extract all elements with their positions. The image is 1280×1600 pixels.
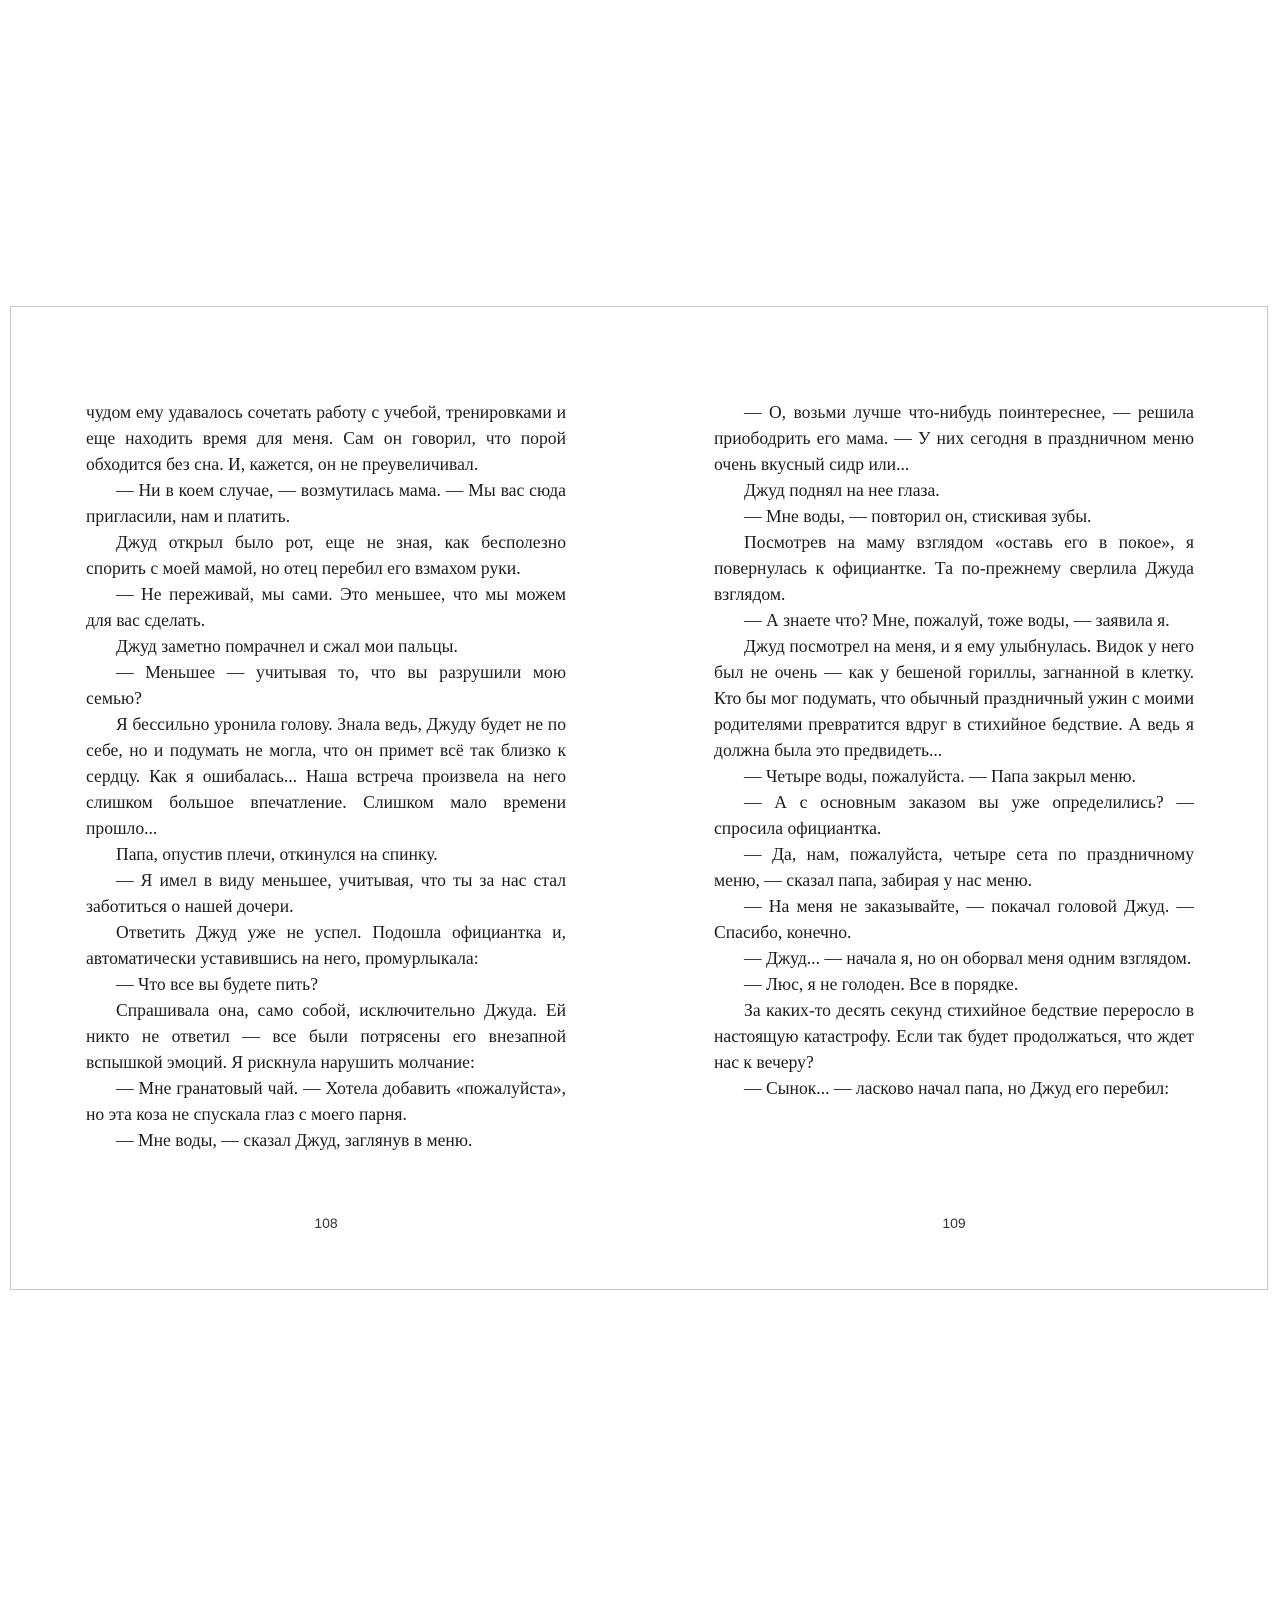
paragraph: — Мне гранатовый чай. — Хотела добавить «пожалуйста», но эта коза не спускала глаз с моего парня. <box>86 1078 566 1124</box>
paragraph: — А с основным заказом вы уже определились? — спросила официантка. <box>714 792 1194 838</box>
paragraph: — Мне воды, — сказал Джуд, заглянув в меню. <box>116 1130 473 1150</box>
paragraph: Джуд открыл было рот, еще не зная, как бесполезно спорить с моей мамой, но отец перебил его взмахом руки. <box>86 532 566 578</box>
paragraph: — О, возьми лучше что-нибудь поинтереснее, — решила приободрить его мама. — У них сегодня в праздничном меню очень вкусный сидр или... <box>714 402 1194 474</box>
right-page <box>714 399 1194 1101</box>
paragraph: — Да, нам, пожалуйста, четыре сета по праздничному меню, — сказал папа, забирая у нас меню. <box>714 844 1194 890</box>
paragraph: — Что все вы будете пить? <box>116 974 319 994</box>
paragraph: — А знаете что? Мне, пожалуй, тоже воды, — заявила я. <box>744 610 1170 630</box>
paragraph: — Я имел в виду меньшее, учитывая, что ты за нас стал заботиться о нашей дочери. <box>86 870 566 916</box>
paragraph: Спрашивала она, само собой, исключительно Джуда. Ей никто не ответил — все были потрясены его внезапной вспышкой эмоций. Я рискнула нарушить молчание: <box>86 1000 566 1072</box>
paragraph: Джуд посмотрел на меня, и я ему улыбнулась. Видок у него был не очень — как у бешеной гориллы, загнанной в клетку. Кто бы мог подумать, что обычный праздничный ужин с моими родителями превратится вдруг в стихийное бедствие. А ведь я должна была это предвидеть... <box>714 636 1194 760</box>
paragraph: Я бессильно уронила голову. Знала ведь, Джуду будет не по себе, но и подумать не могла, что он примет всё так близко к сердцу. Как я ошибалась... Наша встреча произвела на него слишком большое впечатление. Слишком мало времени прошло... <box>86 714 566 838</box>
paragraph: — Ни в коем случае, — возмутилась мама. — Мы вас сюда пригласили, нам и платить. <box>86 480 566 526</box>
paragraph: — На меня не заказывайте, — покачал головой Джуд. — Спасибо, конечно. <box>714 896 1194 942</box>
paragraph: — Люс, я не голоден. Все в порядке. <box>744 974 1019 994</box>
page-number-left: 108 <box>314 1215 338 1231</box>
paragraph: — Четыре воды, пожалуйста. — Папа закрыл меню. <box>744 766 1136 786</box>
paragraph: чудом ему удавалось сочетать работу с учебой, тренировками и еще находить время для меня. Сам он говорил, что порой обходится без сна. И, кажется, он не преувеличивал. <box>86 402 566 474</box>
page-number-right: 109 <box>942 1215 966 1231</box>
paragraph: Посмотрев на маму взглядом «оставь его в покое», я повернулась к официантке. Та по-прежнему сверлила Джуда взглядом. <box>714 532 1194 604</box>
paragraph: — Сынок... — ласково начал папа, но Джуд его перебил: <box>744 1078 1170 1098</box>
paragraph: За каких-то десять секунд стихийное бедствие переросло в настоящую катастрофу. Если так будет продолжаться, что ждет нас к вечеру? <box>714 1000 1194 1072</box>
paragraph: — Меньшее — учитывая то, что вы разрушили мою семью? <box>86 662 566 708</box>
paragraph: — Джуд... — начала я, но он оборвал меня одним взглядом. <box>744 948 1192 968</box>
left-page <box>86 399 566 1153</box>
paragraph: Джуд поднял на нее глаза. <box>744 480 940 500</box>
paragraph: Ответить Джуд уже не успел. Подошла официантка и, автоматически уставившись на него, промурлыкала: <box>86 922 566 968</box>
book-spread <box>10 306 1268 1290</box>
paragraph: — Не переживай, мы сами. Это меньшее, что мы можем для вас сделать. <box>86 584 566 630</box>
paragraph: — Мне воды, — повторил он, стискивая зубы. <box>744 506 1092 526</box>
paragraph: Джуд заметно помрачнел и сжал мои пальцы. <box>116 636 458 656</box>
paragraph: Папа, опустив плечи, откинулся на спинку. <box>116 844 438 864</box>
